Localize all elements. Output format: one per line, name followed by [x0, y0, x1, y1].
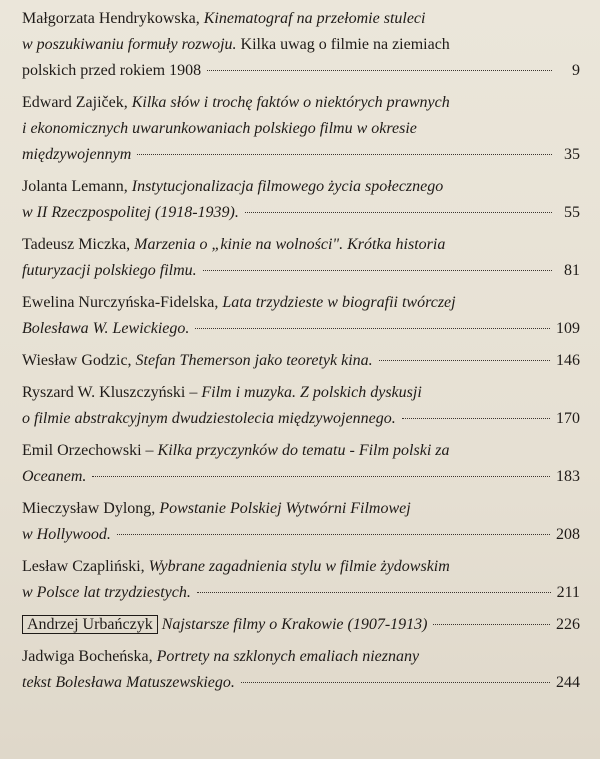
- toc-page-number: 109: [556, 320, 580, 337]
- toc-page-number: 55: [564, 204, 580, 221]
- toc-title: Kilka przyczynków do tematu - Film polski za: [157, 442, 450, 459]
- toc-line: [22, 90, 580, 116]
- toc-author: Ryszard W. Kluszczyński –: [22, 384, 202, 401]
- toc-author: Jadwiga Bocheńska,: [22, 648, 157, 665]
- toc-line: [22, 496, 580, 522]
- toc-line: [22, 142, 580, 168]
- toc-leader-dots: [195, 328, 550, 329]
- toc-line-text: [22, 500, 411, 517]
- toc-entry: [22, 90, 580, 168]
- toc-line-text: [22, 178, 443, 195]
- toc-title: w II Rzeczpospolitej (1918-1939).: [22, 204, 239, 221]
- toc-line: [22, 554, 580, 580]
- toc-leader-dots: [203, 270, 552, 271]
- toc-line: [22, 290, 580, 316]
- toc-page-number: 211: [556, 584, 580, 601]
- toc-page-number: 146: [556, 352, 580, 369]
- toc-line: [22, 348, 580, 374]
- toc-author: Lesław Czapliński,: [22, 558, 149, 575]
- toc-title: Oceanem.: [22, 468, 87, 485]
- toc-author: Edward Zajiček,: [22, 94, 132, 111]
- toc-entry: [22, 554, 580, 606]
- toc-title: w Hollywood.: [22, 526, 111, 543]
- toc-title: Wybrane zagadnienia stylu w filmie żydowskim: [148, 558, 450, 575]
- toc-entry: [22, 174, 580, 226]
- toc-line: [22, 316, 580, 342]
- toc-line-text: [22, 442, 450, 459]
- toc-title: tekst Bolesława Matuszewskiego.: [22, 674, 235, 691]
- toc-leader-dots: [379, 360, 550, 361]
- toc-line: [22, 174, 580, 200]
- toc-line-text: [22, 258, 197, 284]
- toc-line: [22, 232, 580, 258]
- toc-title: o filmie abstrakcyjnym dwudziestolecia międzywojennego.: [22, 410, 396, 427]
- toc-line-text: [22, 648, 419, 665]
- toc-title: i ekonomicznych uwarunkowaniach polskiego filmu w okresie: [22, 120, 417, 137]
- toc-author: Andrzej Urbańczyk: [22, 615, 158, 634]
- toc-title: Film i muzyka. Z polskich dyskusji: [201, 384, 422, 401]
- toc-entry: [22, 6, 580, 84]
- toc-entry: [22, 644, 580, 696]
- toc-line-text: [22, 558, 450, 575]
- toc-leader-dots: [241, 682, 550, 683]
- toc-author: Emil Orzechowski –: [22, 442, 158, 459]
- toc-line: [22, 438, 580, 464]
- toc-title: Bolesława W. Lewickiego.: [22, 320, 190, 337]
- toc-line-text: [22, 612, 427, 638]
- toc-author: Ewelina Nurczyńska-Fidelska,: [22, 294, 223, 311]
- toc-line-text: [22, 522, 111, 548]
- toc-leader-dots: [207, 70, 552, 71]
- toc-line: [22, 406, 580, 432]
- toc-page-number: 35: [564, 146, 580, 163]
- toc-line-text: [22, 670, 235, 696]
- toc-line: [22, 200, 580, 226]
- toc-line: [22, 464, 580, 490]
- toc-line: [22, 380, 580, 406]
- toc-leader-dots: [402, 418, 550, 419]
- toc-leader-dots: [92, 476, 550, 477]
- toc-line-text: [22, 58, 201, 84]
- toc-entry: [22, 348, 580, 374]
- toc-entry: [22, 438, 580, 490]
- toc-text: polskich przed rokiem 1908: [22, 62, 202, 79]
- toc-entry: [22, 232, 580, 284]
- toc-line: [22, 6, 580, 32]
- toc-line: [22, 32, 580, 58]
- toc-line-text: [22, 94, 450, 111]
- toc-page-number: 244: [556, 674, 580, 691]
- toc-title: Lata trzydzieste w biografii twórczej: [222, 294, 456, 311]
- toc-entry: [22, 290, 580, 342]
- toc-title: Stefan Themerson jako teoretyk kina.: [135, 352, 373, 369]
- toc-leader-dots: [245, 212, 552, 213]
- toc-line-text: [22, 120, 417, 137]
- toc-line-text: [22, 348, 373, 374]
- toc-page-number: 170: [556, 410, 580, 427]
- toc-author: Tadeusz Miczka,: [22, 236, 135, 253]
- toc-page-number: 226: [556, 616, 580, 633]
- toc-title: w Polsce lat trzydziestych.: [22, 584, 191, 601]
- toc-leader-dots: [197, 592, 551, 593]
- toc-line-text: [22, 200, 239, 226]
- toc-entry: [22, 380, 580, 432]
- toc-line-text: [22, 36, 450, 53]
- toc-title: Marzenia o „kinie na wolności". Krótka historia: [134, 236, 446, 253]
- toc-author: Wiesław Godzic,: [22, 352, 136, 369]
- toc-line: [22, 58, 580, 84]
- toc-line-text: [22, 10, 425, 27]
- toc-line-text: [22, 294, 456, 311]
- toc-line-text: [22, 406, 396, 432]
- toc-author: Jolanta Lemann,: [22, 178, 132, 195]
- toc-entry: [22, 496, 580, 548]
- toc-line-text: [22, 316, 189, 342]
- toc-page-number: 183: [556, 468, 580, 485]
- toc-page-number: 9: [572, 62, 580, 79]
- toc-line: [22, 580, 580, 606]
- toc-line-text: [22, 236, 445, 253]
- toc-page-number: 208: [556, 526, 580, 543]
- toc-title: futuryzacji polskiego filmu.: [22, 262, 197, 279]
- toc-leader-dots: [433, 624, 550, 625]
- toc-line: [22, 522, 580, 548]
- toc-text: Kilka uwag o filmie na ziemiach: [240, 36, 450, 53]
- toc-line: [22, 644, 580, 670]
- toc-leader-dots: [117, 534, 550, 535]
- toc-title: Portrety na szklonych emaliach nieznany: [156, 648, 420, 665]
- toc-line-text: [22, 142, 131, 168]
- toc-title: Najstarsze filmy o Krakowie (1907-1913): [157, 616, 428, 633]
- toc-author: Małgorzata Hendrykowska,: [22, 10, 204, 27]
- toc-title: Kilka słów i trochę faktów o niektórych prawnych: [131, 94, 450, 111]
- toc-title: międzywojennym: [22, 146, 132, 163]
- toc-line-text: [22, 384, 422, 401]
- toc-line: [22, 612, 580, 638]
- toc-line: [22, 258, 580, 284]
- toc-line-text: [22, 580, 191, 606]
- toc-title: Kinematograf na przełomie stuleci: [203, 10, 426, 27]
- toc-line-text: [22, 464, 86, 490]
- toc-page-number: 81: [564, 262, 580, 279]
- toc-entry: [22, 612, 580, 638]
- toc-author: Mieczysław Dylong,: [22, 500, 160, 517]
- toc-line: [22, 116, 580, 142]
- toc-title: Powstanie Polskiej Wytwórni Filmowej: [159, 500, 411, 517]
- toc-line: [22, 670, 580, 696]
- toc-title: w poszukiwaniu formuły rozwoju.: [22, 36, 241, 53]
- toc-title: Instytucjonalizacja filmowego życia społecznego: [131, 178, 444, 195]
- toc-leader-dots: [137, 154, 552, 155]
